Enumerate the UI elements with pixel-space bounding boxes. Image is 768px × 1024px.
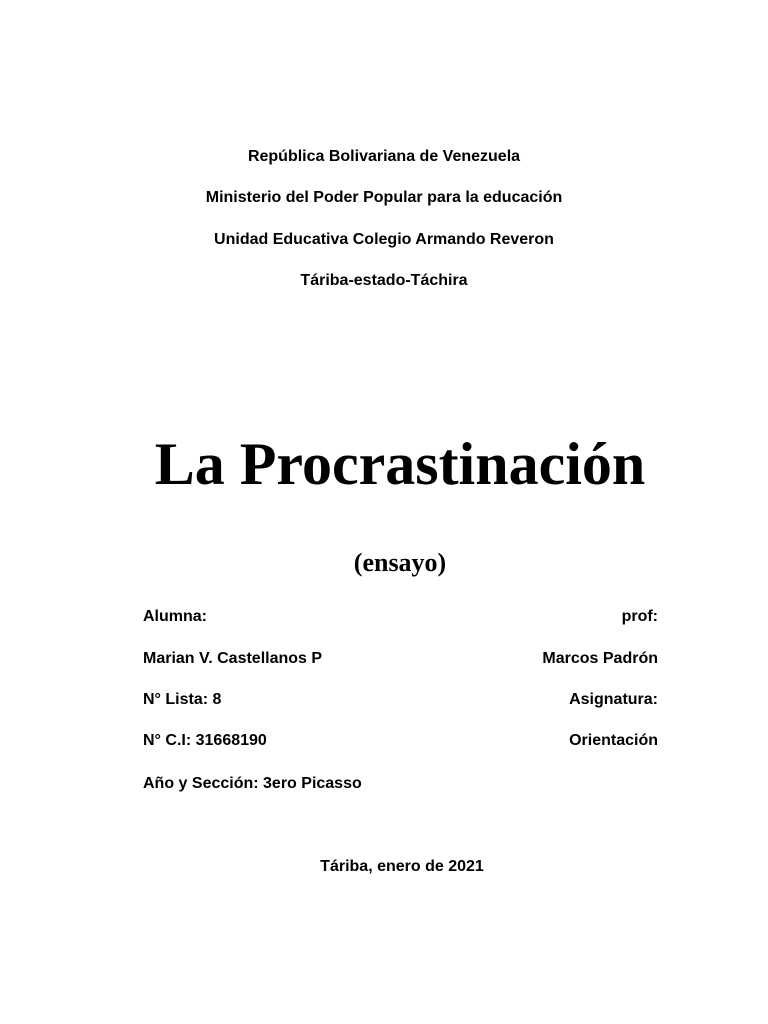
place-date: Táriba, enero de 2021 [320, 858, 484, 875]
teacher-name: Marcos Padrón [542, 650, 658, 667]
subject-name: Orientación [569, 732, 658, 749]
document-subtitle: (ensayo) [353, 548, 447, 577]
student-list-number: N° Lista: 8 [143, 691, 222, 708]
student-id-number: N° C.I: 31668190 [143, 732, 267, 749]
teacher-label: prof: [621, 608, 658, 625]
subject-label: Asignatura: [569, 691, 658, 708]
header-school: Unidad Educativa Colegio Armando Reveron [214, 231, 554, 248]
header-location: Táriba-estado-Táchira [300, 272, 468, 289]
header-republic: República Bolivariana de Venezuela [247, 148, 521, 165]
student-year-section: Año y Sección: 3ero Picasso [143, 775, 362, 792]
document-title: La Procrastinación [154, 431, 646, 497]
student-name: Marian V. Castellanos P [143, 650, 323, 667]
header-ministry: Ministerio del Poder Popular para la educación [205, 189, 563, 206]
student-label: Alumna: [143, 608, 207, 625]
